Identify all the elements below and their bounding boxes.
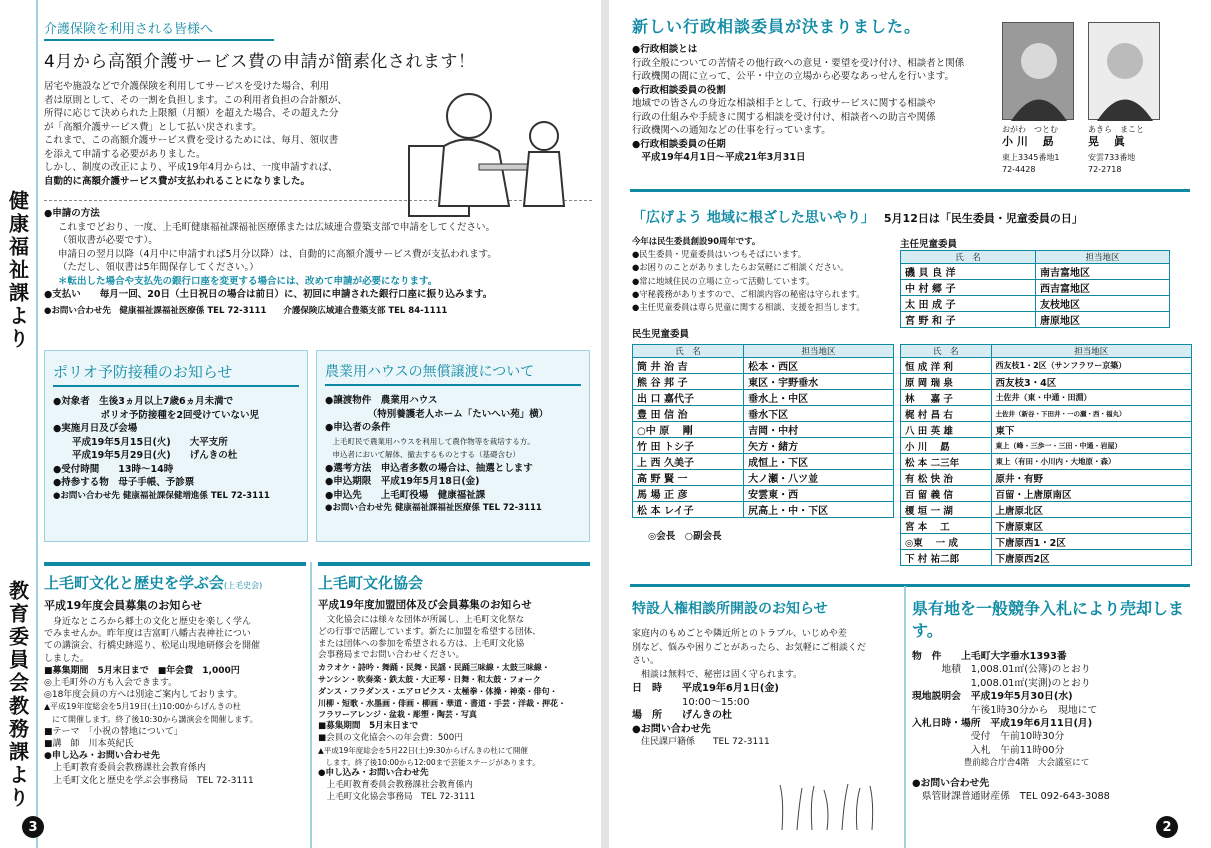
member-area: 吉岡・中村 (744, 422, 894, 438)
polio-line: ●お問い合わせ先 健康福祉課保健増進係 TEL 72-3111 (53, 490, 270, 501)
culture-assoc-line: 会事務局までお問い合わせください。 (318, 650, 465, 661)
member-area: 西友枝1・2区（サンフラワー京築） (991, 358, 1191, 374)
minsei-table-right (900, 344, 1192, 566)
consult-line: 地域での皆さんの身近な相談相手として、行政サービスに関する相談や (632, 98, 936, 109)
welfare-section (632, 204, 1192, 565)
culture-assoc-line: フラワーアレンジ・盆栽・彫塑・陶芸・写真 (318, 710, 477, 720)
culture-assoc-subtitle: 平成19年度加盟団体及び会員募集のお知らせ (318, 599, 532, 611)
member-area: 下唐原東区 (991, 518, 1191, 534)
welfare-intro: 今年は民生委員創設90周年です。 (632, 236, 761, 246)
member-name: 筒 井 治 吉 (633, 358, 744, 374)
left-page (0, 0, 600, 848)
culture-assoc-line: 文化協会には様々な団体が所属し、上毛町文化祭な (318, 615, 525, 625)
care-payment: ●支払い 毎月一回、20日（土日祝日の場合は前日）に、初回に申請された銀行口座に振り込みます。 (44, 289, 493, 300)
member-area: 垂水下区 (744, 406, 894, 422)
care-method-line: （領収書が必要です）。 (58, 235, 158, 246)
care-headline: 4月から高額介護サービス費の申請が簡素化されます！ (44, 52, 476, 72)
culture-study-title-small: (上毛史会) (224, 581, 263, 590)
care-body-line: 者は原則として、その一割を負担します。この利用者負担の合計額が、 (44, 94, 348, 106)
care-body-line: 所得に応じて決められた上限額（月額）を超えた場合、その超えた分 (44, 108, 339, 119)
commissioner-kana: あきら まこと (1088, 125, 1144, 134)
member-name: 林 嘉 子 (901, 390, 992, 406)
member-area: 矢方・緒方 (744, 438, 894, 454)
care-kicker: 介護保険を利用される皆様へ (44, 22, 214, 37)
caregiver-illustration (399, 76, 589, 226)
human-rights-line: 相談は無料で、秘密は固く守られます。 (632, 669, 803, 680)
polio-line: ポリオ予防接種を2回受けていない児 (53, 409, 260, 421)
tab-education: 教育委員会教務課より (5, 580, 30, 810)
greenhouse-line: ●譲渡物件 農業用ハウス (325, 395, 438, 406)
member-area: 下唐原西2区 (991, 550, 1191, 566)
welfare-title-tail: 5月12日は「民生委員・児童委員の日」 (883, 212, 1083, 225)
culture-study-line: 身近なところから郷土の文化と歴史を楽しく学ん (44, 617, 252, 627)
member-area: 東下 (991, 422, 1191, 438)
member-area: 土佐井（東・中通・田淵） (991, 390, 1191, 406)
culture-assoc-line: 川柳・短歌・水墨画・俳画・柳画・華道・書道・手芸・洋裁・押花・ (318, 698, 566, 708)
page-number: 2 (1156, 816, 1178, 838)
table-row (901, 312, 1170, 328)
member-name: 磯 貝 良 洋 (901, 264, 1036, 280)
member-area: 友枝地区 (1036, 296, 1170, 312)
welfare-intro: ●常に地域住民の立場に立って活動しています。 (632, 275, 815, 286)
care-section (44, 18, 592, 318)
col-name: 氏 名 (901, 251, 1036, 264)
member-area: 安雲東・西 (744, 486, 894, 502)
care-method-line: 申請日の翌月以降（4月中に申請すれば5月分以降）は、自動的に高額介護サービス費が支払われます。 (58, 248, 497, 260)
commissioner-name: 小 川 勗 (1002, 135, 1054, 148)
member-name: 宮 野 和 子 (901, 312, 1036, 328)
human-rights-line: 場 所 げんきの杜 (632, 710, 732, 721)
culture-assoc-line: どの行事で活躍しています。新たに加盟を希望する団体、 (318, 626, 541, 637)
polio-line: ●受付時間 13時〜14時 (53, 463, 174, 475)
land-line: ●お問い合わせ先 (912, 777, 990, 789)
col-name: 氏 名 (901, 345, 992, 358)
member-area: 原井・有野 (991, 470, 1191, 486)
human-rights-line: 別など、悩みや困りごとがあったら、お気軽にご相談くだ (632, 642, 866, 653)
consult-section (632, 14, 1002, 165)
commissioner-tel: 72-2718 (1088, 165, 1122, 174)
commissioner-photo (1002, 22, 1074, 120)
chief-heading: 主任児童委員 (900, 239, 958, 250)
member-name: 豊 田 信 治 (633, 406, 744, 422)
member-area: 垂水上・中区 (744, 390, 894, 406)
care-body-line: 居宅や施設などで介護保険を利用してサービスを受けた場合、利用 (44, 81, 330, 92)
land-line: 物 件 上毛町大字垂水1393番 (912, 651, 1067, 662)
care-body (44, 80, 389, 188)
greenhouse-line: ●選考方法 申込者多数の場合は、抽選とします (325, 462, 533, 474)
care-contact: ●お問い合わせ先 健康福祉課福祉医療係 TEL 72-3111 介護保険広域連合豊築支部 TEL 84-1111 (44, 305, 448, 316)
human-rights-line: 日 時 平成19年6月1日(金) (632, 683, 779, 694)
member-name: 下 村 祐二郎 (901, 550, 992, 566)
member-area: 上唐原北区 (991, 502, 1191, 518)
commissioner-tel: 72-4428 (1002, 165, 1036, 174)
care-body-line: が「高額介護サービス費」として払い戻されます。 (44, 121, 262, 133)
member-area: 南吉富地区 (1036, 264, 1170, 280)
consult-line: ●行政相談委員の任期 (632, 138, 726, 150)
human-rights-title: 特設人権相談所開設のお知らせ (632, 601, 828, 617)
care-body-line: を添えて申請する必要がありました。 (44, 148, 206, 160)
greenhouse-title: 農業用ハウスの無償譲渡について (325, 361, 581, 386)
member-name: 八 田 英 雄 (901, 422, 992, 438)
col-area: 担当地区 (991, 345, 1191, 358)
culture-assoc-line: ■募集期間 5月末日まで (318, 721, 419, 732)
consult-title: 新しい行政相談委員が決まりました。 (632, 17, 922, 36)
land-line: 午後1時30分から 現地にて (912, 704, 1098, 716)
greenhouse-line: （特別養護老人ホーム「たいへい苑」横） (325, 408, 549, 420)
care-method-line: （ただし、領収書は5年間保存してください。） (58, 262, 259, 273)
culture-study-line: ◎18年度会員の方へは別途ご案内しております。 (44, 690, 243, 701)
table-row (901, 296, 1170, 312)
polio-line: 平成19年5月15日(火) 大平支所 (53, 436, 228, 448)
member-area: 東区・宇野垂水 (744, 374, 894, 390)
col-area: 担当地区 (1036, 251, 1170, 264)
commissioner-address: 安雲733番地 (1088, 153, 1136, 162)
member-name: 榎 垣 一 湖 (901, 502, 992, 518)
right-page (612, 0, 1211, 848)
commissioner-address: 東上3345番地1 (1002, 153, 1060, 162)
culture-assoc-line: 上毛町文化協会事務局 TEL 72-3111 (318, 791, 476, 802)
care-body-line: 自動的に高額介護サービス費が支払われることになりました。 (44, 175, 311, 187)
member-area: 大ノ瀬・八ツ並 (744, 470, 894, 486)
greenhouse-line: ●お問い合わせ先 健康福祉課福祉医療係 TEL 72-3111 (325, 503, 542, 513)
col-area: 担当地区 (744, 345, 894, 358)
member-area: 下唐原西1・2区 (991, 534, 1191, 550)
human-rights-line: さい。 (632, 656, 660, 666)
culture-assoc-line: カラオケ・詩吟・舞踊・民舞・民謡・民踊三味線・太鼓三味線・ (318, 663, 550, 673)
member-name: 有 松 快 治 (901, 470, 992, 486)
culture-assoc-line: ●申し込み・お問い合わせ先 (318, 768, 429, 779)
land-line: 県管財課普通財産係 TEL 092-643-3088 (912, 791, 1110, 803)
human-rights-line: ●お問い合わせ先 (632, 723, 711, 735)
culture-assoc-line: または団体への参加を希望される方は、上毛町文化協 (318, 638, 525, 649)
polio-line: ●対象者 生後3ヵ月以上7歳6ヵ月未満で (53, 396, 234, 407)
greenhouse-line: 申込者において解体、撤去するものとする（基礎含む） (325, 450, 520, 459)
chief-table (900, 250, 1170, 328)
care-method-line: これまでどおり、一度、上毛町健康福祉課福祉医療係または広域連合豊築支部で申請をしてください。 (58, 221, 496, 233)
culture-study-line: ●申し込み・お問い合わせ先 (44, 751, 160, 762)
polio-line: 平成19年5月29日(火) げんきの杜 (53, 450, 238, 461)
land-line: 豊前総合庁舎4階 大会議室にて (912, 758, 1090, 769)
land-title: 県有地を一般競争入札により売却します。 (912, 599, 1185, 640)
culture-assoc-section (318, 572, 590, 804)
culture-study-line: ▲平成19年度総会を5月19日(土)10:00からげんきの杜 (44, 702, 241, 712)
culture-study-line: でみませんか。昨年度は吉富町八幡古表神社につい (44, 629, 251, 640)
table-row (901, 280, 1170, 296)
member-area: 土佐井（新谷・下田井・一の瀬・西・福丸） (991, 406, 1191, 422)
member-area: 西友枝3・4区 (991, 374, 1191, 390)
polio-box (44, 350, 308, 542)
welfare-title: 「広げよう 地域に根ざした思いやり」 (632, 210, 868, 226)
care-method-heading: ●申請の方法 (44, 208, 100, 219)
member-area: 東上（峰・三歩一・三田・中通・岩屋） (991, 438, 1191, 454)
minsei-heading: 民生児童委員 (632, 329, 690, 341)
culture-study-line: 上毛町文化と歴史を学ぶ会事務局 TEL 72-3111 (44, 775, 254, 786)
col-name: 氏 名 (633, 345, 744, 358)
culture-study-line: ての講演会、行橋史跡巡り、松尾山現地研修会を開催 (44, 641, 261, 652)
culture-study-line: にて開催します。終了後10:30から講演会を開催します。 (44, 714, 258, 724)
welfare-intro: ●民生委員・児童委員はいつもそばにいます。 (632, 249, 807, 260)
human-rights-line: 家庭内のもめごとや隣近所とのトラブル、いじめや差 (632, 629, 847, 639)
land-line: 入札日時・場所 平成19年6月11日(月) (912, 718, 1093, 730)
member-name: 中 村 郷 子 (901, 280, 1036, 296)
grass-illustration (772, 780, 882, 830)
member-area: 尻高上・中・下区 (744, 502, 894, 518)
legend: ◎会長 ○副会長 (648, 531, 722, 542)
polio-title: ポリオ予防接種のお知らせ (53, 361, 299, 387)
culture-assoc-line: 上毛町教育委員会教務課社会教育係内 (318, 780, 473, 791)
member-name: 太 田 成 子 (901, 296, 1036, 312)
member-area: 百留・上唐原南区 (991, 486, 1191, 502)
culture-study-section (44, 572, 306, 787)
culture-study-title: 上毛町文化と歴史を学ぶ会 (44, 574, 225, 592)
culture-study-line: ■テーマ 「小祝の替地について」 (44, 726, 183, 737)
member-name: 梶 村 昌 右 (901, 406, 992, 422)
welfare-intro: ●お困りのことがありましたらお気軽にご相談ください。 (632, 262, 849, 273)
welfare-intro: ●主任児童委員は専ら児童に関する相談、支援を担当します。 (632, 302, 865, 313)
table-row (901, 264, 1170, 280)
member-name: 馬 場 正 彦 (633, 486, 744, 502)
member-name: 恒 成 洋 利 (901, 358, 992, 374)
polio-line: ●持参する物 母子手帳、予診票 (53, 477, 195, 488)
commissioner-name: 晃 眞 (1088, 135, 1125, 148)
human-rights-line: 住民課戸籍係 TEL 72-3111 (632, 737, 770, 747)
member-name: 小 川 勗 (901, 438, 992, 454)
member-area: 唐原地区 (1036, 312, 1170, 328)
culture-study-line: しました。 (44, 653, 90, 664)
member-name: 松 本 二三年 (901, 454, 992, 470)
consult-line: ●行政相談とは (632, 44, 698, 55)
land-line: 入札 午前11時00分 (912, 744, 1065, 756)
land-line: 受付 午前10時30分 (912, 731, 1065, 743)
consult-line: 行政機関への通知などの仕事を行っています。 (632, 125, 831, 136)
culture-assoc-line: します。終了後10:00から12:00まで芸能ステージがあります。 (318, 757, 540, 767)
member-name: ◎東 一 成 (901, 534, 992, 550)
member-area: 成恒上・下区 (744, 454, 894, 470)
member-name: 出 口 嘉代子 (633, 390, 744, 406)
care-note: ＊転出した場合や支払先の銀行口座を変更する場合には、改めて申請が必要になります。 (58, 275, 438, 287)
page-number: 3 (22, 816, 44, 838)
greenhouse-line: 上毛町民で農業用ハウスを利用して農作物等を栽培する方。 (325, 436, 535, 446)
greenhouse-line: ●申込者の条件 (325, 422, 391, 433)
consult-line: 平成19年4月1日〜平成21年3月31日 (632, 152, 806, 163)
culture-assoc-title: 上毛町文化協会 (318, 574, 424, 592)
member-area: 西吉富地区 (1036, 280, 1170, 296)
member-area: 松本・西区 (744, 358, 894, 374)
member-name: 高 野 賢 一 (633, 470, 744, 486)
culture-assoc-line: ■会員の文化協会への年会費：500円 (318, 732, 463, 743)
land-section (912, 598, 1192, 803)
consult-line: 行政機関の間に立って、公平・中立の立場から必要なあっせんを行います。 (632, 71, 954, 82)
member-name: 百 留 義 信 (901, 486, 992, 502)
culture-study-line: 上毛町教育委員会教務課社会教育係内 (44, 763, 207, 774)
greenhouse-line: ●申込期限 平成19年5月18日(金) (325, 476, 480, 487)
member-name: 熊 谷 邦 子 (633, 374, 744, 390)
commissioner-photo (1088, 22, 1160, 120)
culture-study-subtitle: 平成19年度会員募集のお知らせ (44, 599, 202, 612)
member-name: 竹 田 トシ子 (633, 438, 744, 454)
polio-line: ●実施月日及び会場 (53, 423, 138, 434)
commissioner-kana: おがわ つとむ (1002, 125, 1058, 134)
land-line: 地積 1,008.01㎡(公簿)のとおり (912, 664, 1091, 676)
member-name: ○中 原 剛 (633, 422, 744, 438)
culture-study-line: ■講 師 川本英紀氏 (44, 739, 134, 750)
human-rights-line: 10:00〜15:00 (632, 696, 750, 708)
culture-assoc-line: ダンス・フラダンス・エアロビクス・太極拳・体操・神楽・俳句・ (318, 686, 558, 696)
consult-line: 行政全般についての苦情その他行政への意見・要望を受け付け、相談者と関係 (632, 57, 965, 69)
culture-study-line: ◎上毛町外の方も入会できます。 (44, 678, 178, 689)
minsei-table-left (632, 344, 894, 518)
greenhouse-line: ●申込先 上毛町役場 健康福祉課 (325, 489, 486, 501)
welfare-intro: ●守秘義務がありますので、ご相談内容の秘密は守られます。 (632, 288, 865, 299)
consult-line: ●行政相談委員の役割 (632, 84, 726, 96)
culture-study-line: ■募集期間 5月末日まで ■年会費 1,000円 (44, 665, 240, 676)
consult-line: 行政の仕組みや手続きに関する相談を受け付け、相談者への助言や関係 (632, 111, 936, 123)
culture-assoc-line: ▲平成19年度総会を5月22日(土)9:30からげんきの杜にて開催 (318, 745, 528, 755)
land-line: 1,008.01㎡(実測)のとおり (912, 677, 1091, 689)
care-body-line: しかし、制度の改正により、平成19年4月からは、一度申請すれば、 (44, 162, 338, 173)
member-area: 東上（有田・小川内・大地原・森） (991, 454, 1191, 470)
human-rights-section (632, 598, 902, 750)
member-name: 松 本 レイ子 (633, 502, 744, 518)
care-body-line: これまで、この高額介護サービス費を受けるためには、毎月、領収書 (44, 135, 339, 146)
member-name: 宮 本 工 (901, 518, 992, 534)
member-name: 上 西 久美子 (633, 454, 744, 470)
culture-assoc-line: サンシン・吹奏楽・鉄太鼓・大正琴・日舞・和太鼓・フォーク (318, 674, 541, 684)
member-name: 原 岡 瑞 泉 (901, 374, 992, 390)
land-line: 現地説明会 平成19年5月30日(水) (912, 691, 1073, 703)
greenhouse-box (316, 350, 590, 542)
tab-health: 健康福祉課より (5, 189, 30, 351)
